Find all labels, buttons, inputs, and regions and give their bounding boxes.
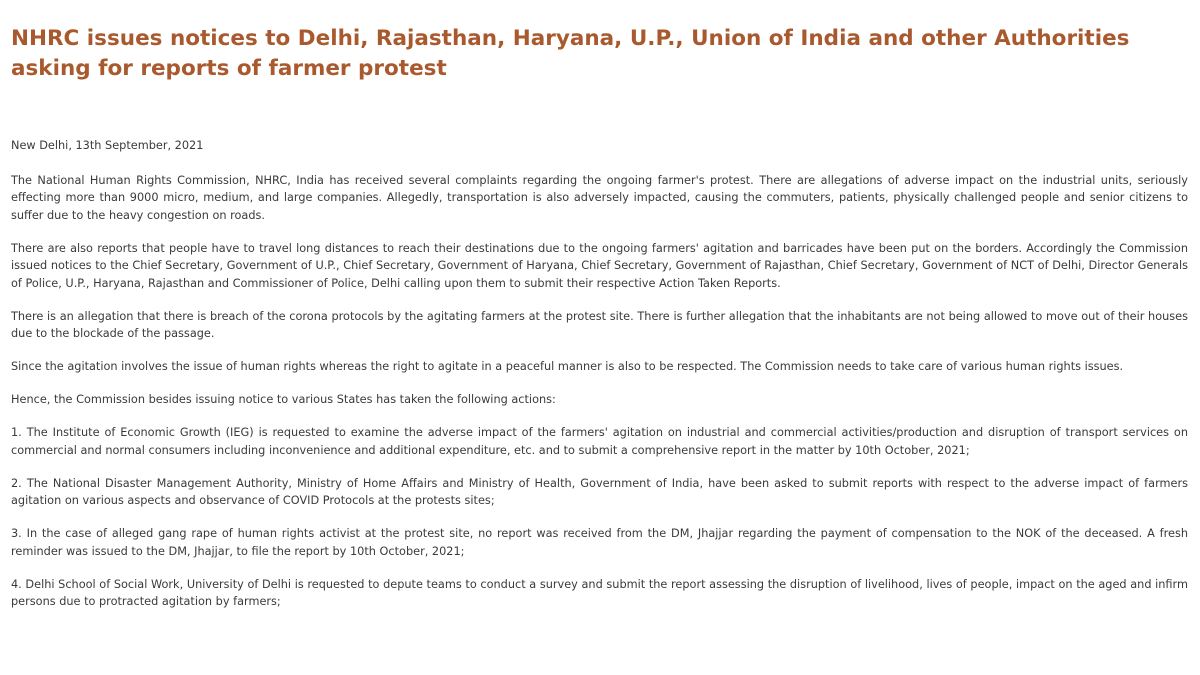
paragraph-complaints: The National Human Rights Commission, NHRC, India has received several complaints regarding the ongoing farmer's protest. There are allegations of adverse impact on the industrial units, seriously effecting more than 9000 micro, medium, and large companies. Allegedly, transportation is also adversely impacted, causing the commuters, patients, physically challenged people and senior citizens to suffer due to the heavy congestion on roads. <box>11 173 1188 222</box>
article-title: NHRC issues notices to Delhi, Rajasthan, Haryana, U.P., Union of India and other Authorities asking for reports of farmer protest <box>11 26 1130 81</box>
action-item-1: 1. The Institute of Economic Growth (IEG) is requested to examine the adverse impact of the farmers' agitation on industrial and commercial activities/production and disruption of transport services on commercial and normal consumers including inconvenience and additional expenditure, etc. and to submit a comprehensive report in the matter by 10th October, 2021; <box>11 426 1188 457</box>
dateline: New Delhi, 13th September, 2021 <box>11 139 204 152</box>
action-item-3: 3. In the case of alleged gang rape of human rights activist at the protest site, no report was received from the DM, Jhajjar regarding the payment of compensation to the NOK of the deceased. A fresh reminder was issued to the DM, Jhajjar, to file the report by 10th October, 2021; <box>11 527 1188 558</box>
paragraph-human-rights: Since the agitation involves the issue of human rights whereas the right to agitate in a peaceful manner is also to be respected. The Commission needs to take care of various human rights issues. <box>11 360 1124 373</box>
paragraph-covid-allegation: There is an allegation that there is breach of the corona protocols by the agitating farmers at the protest site. There is further allegation that the inhabitants are not being allowed to move out of their houses due to the blockade of the passage. <box>11 309 1188 340</box>
article-body <box>11 137 1188 626</box>
paragraph-notices: There are also reports that people have to travel long distances to reach their destinations due to the ongoing farmers' agitation and barricades have been put on the borders. Accordingly the Commission issued notices to the Chief Secretary, Government of U.P., Chief Secretary, Government of Haryana, Chief Secretary, Government of Rajasthan, Chief Secretary, Government of NCT of Delhi, Director Generals of Police, U.P., Haryana, Rajasthan and Commissioner of Police, Delhi calling upon them to submit their respective Action Taken Reports. <box>11 241 1188 290</box>
action-item-2: 2. The National Disaster Management Authority, Ministry of Home Affairs and Ministry of Health, Government of India, have been asked to submit reports with respect to the adverse impact of farmers agitation on various aspects and observance of COVID Protocols at the protests sites; <box>11 476 1188 507</box>
action-item-4: 4. Delhi School of Social Work, University of Delhi is requested to depute teams to conduct a survey and submit the report assessing the disruption of livelihood, lives of people, impact on the aged and infirm persons due to protracted agitation by farmers; <box>11 577 1188 608</box>
paragraph-actions-intro: Hence, the Commission besides issuing notice to various States has taken the following actions: <box>11 393 556 406</box>
